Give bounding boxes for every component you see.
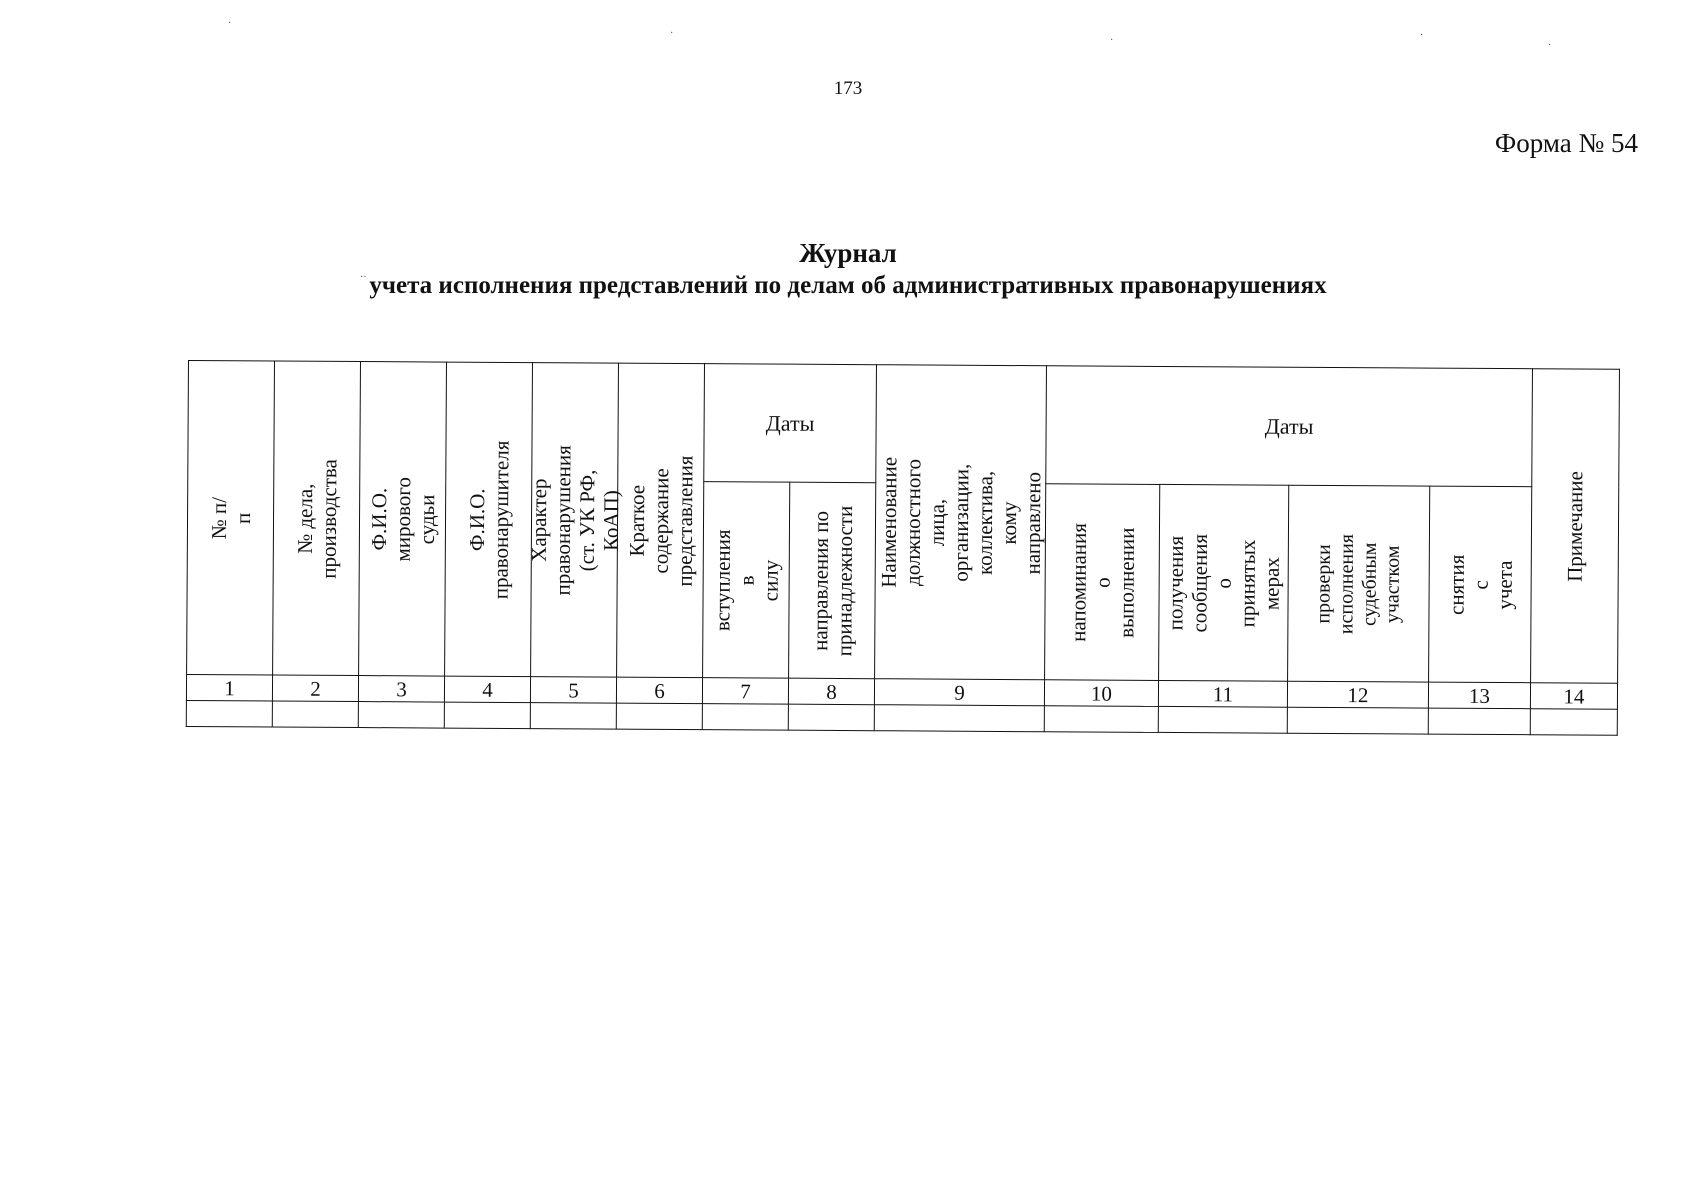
header-label-col7: вступления в силу bbox=[709, 528, 783, 631]
page-number: 173 bbox=[833, 78, 863, 99]
scan-speck: · bbox=[1548, 40, 1552, 51]
table-cell[interactable] bbox=[702, 704, 788, 731]
header-cell-col14 bbox=[1531, 369, 1620, 684]
table-cell[interactable] bbox=[1530, 709, 1617, 736]
journal-table bbox=[186, 360, 1620, 736]
header-label-col9: Наименование должностного лица, организации, коллектива, кому направлено bbox=[876, 456, 1045, 588]
header-label-col4: Ф.И.О. правонарушителя bbox=[464, 440, 514, 599]
header-cell-col2 bbox=[273, 361, 361, 676]
form-number: Форма № 54 bbox=[1494, 128, 1638, 158]
header-label-col1: № п/п bbox=[206, 496, 255, 539]
column-number: 14 bbox=[1530, 683, 1617, 710]
column-number: 12 bbox=[1287, 681, 1428, 708]
header-label-col3: Ф.И.О. мирового судьи bbox=[366, 476, 439, 562]
column-number: 4 bbox=[444, 676, 530, 703]
header-label-col12: проверки исполнения судебным участком bbox=[1312, 533, 1404, 634]
header-cell-col7 bbox=[703, 482, 790, 679]
table-cell[interactable] bbox=[444, 702, 530, 729]
column-number: 6 bbox=[616, 677, 702, 704]
group-header-dates-1: Даты bbox=[704, 364, 877, 483]
header-cell-col1 bbox=[187, 361, 275, 676]
header-cell-col8 bbox=[789, 482, 876, 679]
column-number: 10 bbox=[1044, 680, 1158, 707]
table-cell[interactable] bbox=[358, 702, 444, 729]
table-cell[interactable] bbox=[616, 703, 702, 730]
group-header-dates-2: Даты bbox=[1046, 366, 1533, 487]
header-label-col10: напоминания о выполнении bbox=[1065, 522, 1139, 642]
table-cell[interactable] bbox=[1158, 706, 1287, 733]
header-cell-col5 bbox=[526, 363, 623, 678]
header-cell-col6 bbox=[617, 363, 705, 678]
journal-table-container bbox=[186, 360, 1620, 736]
header-cell-col10 bbox=[1045, 484, 1160, 681]
column-number: 3 bbox=[358, 676, 444, 703]
column-number: 11 bbox=[1158, 680, 1287, 707]
table-cell[interactable] bbox=[186, 700, 272, 727]
column-number: 9 bbox=[874, 679, 1044, 706]
table-cell[interactable] bbox=[530, 703, 616, 730]
scan-speck: · bbox=[670, 28, 674, 39]
column-number: 1 bbox=[186, 674, 272, 701]
scan-speck: · bbox=[1420, 30, 1424, 41]
header-cell-col12 bbox=[1288, 485, 1430, 682]
table-cell[interactable] bbox=[1044, 706, 1158, 733]
header-label-col11: получения сообщения о принятых мерах bbox=[1163, 533, 1284, 633]
header-label-col14: Примечание bbox=[1562, 470, 1588, 582]
document-title: Журнал bbox=[799, 238, 897, 268]
column-number: 2 bbox=[272, 675, 358, 702]
scan-speck: ·· bbox=[360, 272, 367, 283]
scan-speck: · bbox=[228, 18, 232, 29]
document-subtitle: учета исполнения представлений по делам об административных правонарушениях bbox=[369, 272, 1327, 299]
column-number: 5 bbox=[530, 677, 616, 704]
header-label-col6: Краткое содержание представления bbox=[624, 454, 697, 587]
column-number: 7 bbox=[702, 678, 788, 705]
scan-speck: · bbox=[1110, 35, 1114, 46]
column-number: 8 bbox=[788, 678, 874, 705]
header-cell-col11 bbox=[1159, 484, 1289, 681]
header-cell-col13 bbox=[1429, 486, 1532, 683]
header-label-col5: Характер правонарушения (ст. УК РФ, КоАП) bbox=[526, 444, 623, 595]
table-cell[interactable] bbox=[1428, 708, 1530, 735]
table-cell[interactable] bbox=[788, 704, 874, 731]
table-cell[interactable] bbox=[874, 705, 1044, 732]
header-label-col8: направления по принадлежности bbox=[807, 505, 857, 656]
header-label-col2: № дела, производства bbox=[292, 458, 341, 579]
header-cell-col4 bbox=[445, 362, 533, 677]
header-cell-col3 bbox=[359, 362, 447, 677]
table-cell[interactable] bbox=[1287, 707, 1428, 734]
column-number: 13 bbox=[1428, 682, 1530, 709]
header-cell-col9 bbox=[875, 365, 1047, 680]
header-label-col13: снятия с учета bbox=[1443, 554, 1517, 615]
table-cell[interactable] bbox=[272, 701, 358, 728]
